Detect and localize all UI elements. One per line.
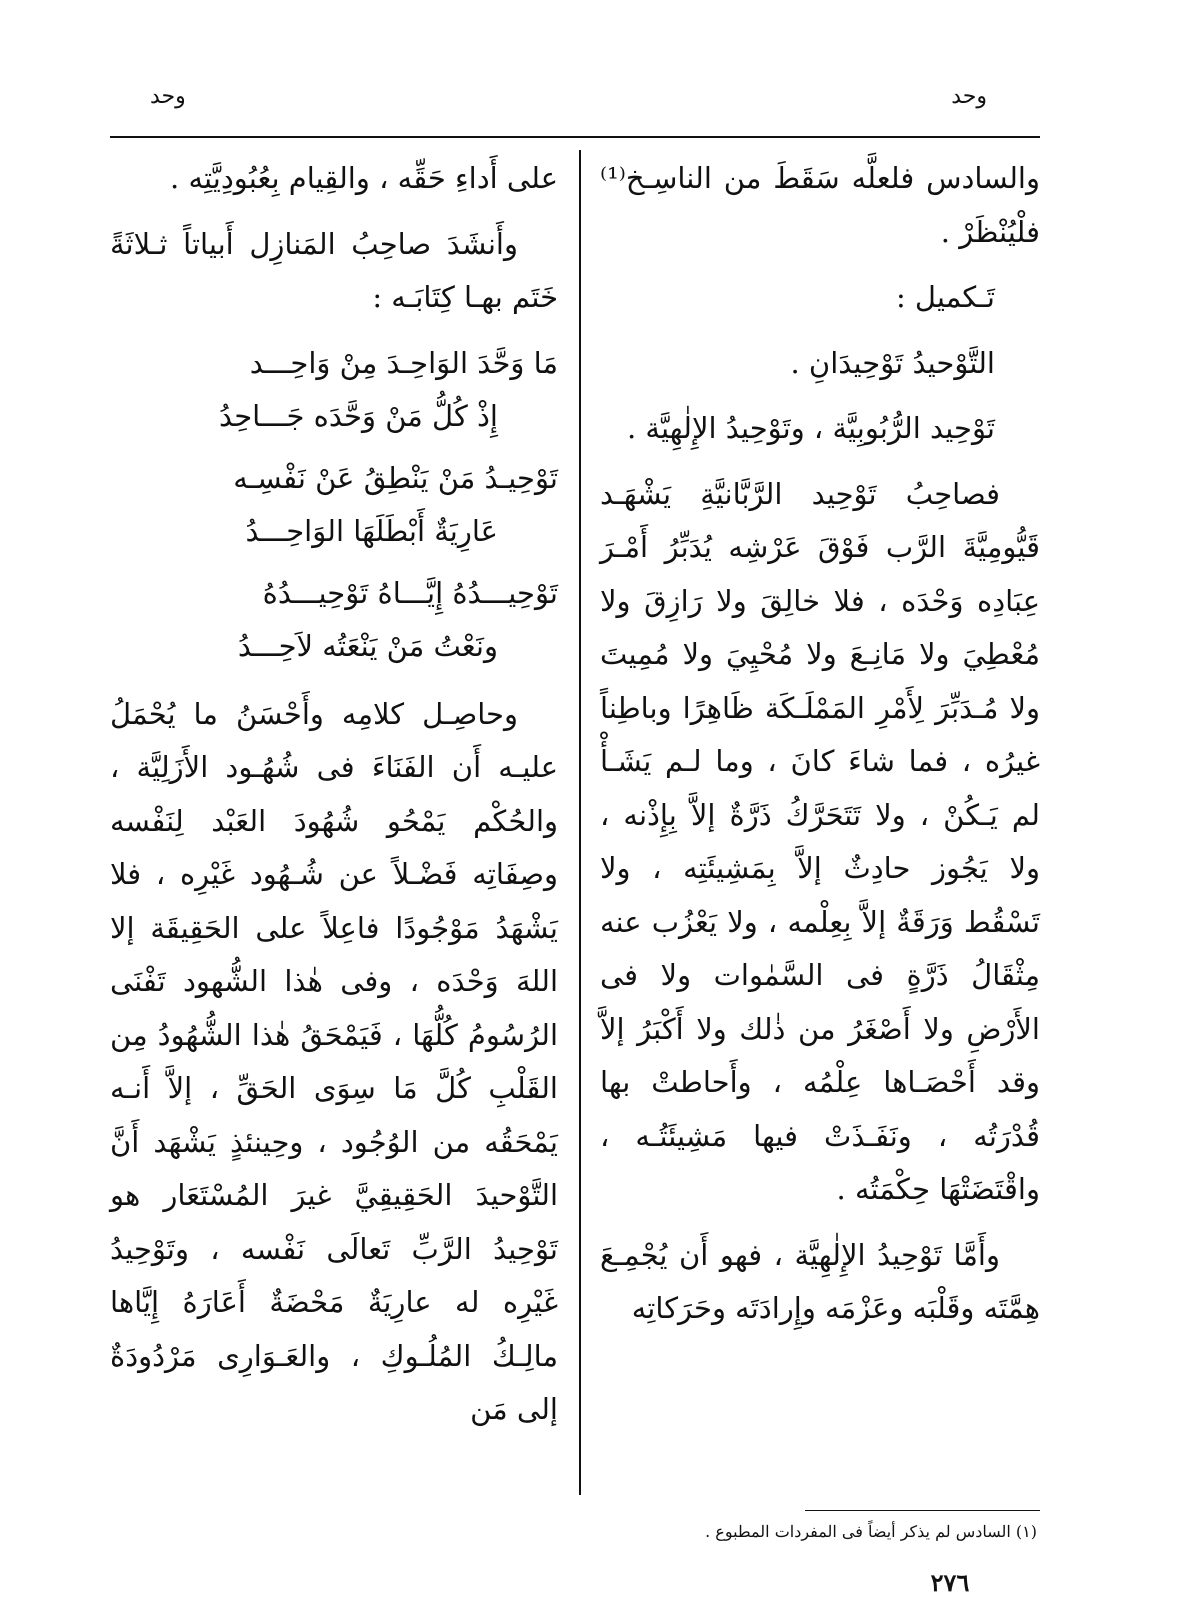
paragraph-poem-intro: وأَنشَدَ صاحِبُ المَنازِل أَبياتاً ثـلاثَةً خَتَم بهـا كِتَابَـه :: [110, 226, 558, 314]
hemistich-first: تَوْحِيـــدُهُ إِيَّـــاهُ تَوْحِيـــدُهُ: [262, 575, 558, 610]
hemistich-first: مَا وَحَّدَ الوَاحِـدَ مِنْ وَاحِـــد: [249, 345, 558, 380]
hemistich-second: عَارِيَةٌ أَبْطَلَهَا الوَاحِـــدُ: [245, 514, 498, 548]
paragraph-continuation: والسادس فلعلَّه سَقَطَ من الناسِـخ⁽¹⁾ فلْيُنْظَرْ .: [600, 161, 1040, 249]
right-column-body: [600, 152, 1040, 1336]
paragraph-ilahiyya: وأَمَّا تَوْحِيدُ الإِلٰهِيَّة ، فهو أَن يُجْمِـعَ هِمَّتَه وقَلْبَه وعَزْمَه وإِرادَتَه وحَرَكاتِه: [600, 1237, 1040, 1325]
poem-verse: [110, 452, 558, 559]
footnote: (١) السادس لم يذكر أيضاً فى المفردات المطبوع .: [705, 1522, 1037, 1541]
left-column-body: [110, 152, 558, 1437]
poem: [110, 337, 558, 674]
hemistich-second: إِذْ كُلُّ مَنْ وَحَّدَه جَـــاحِدُ: [219, 399, 498, 433]
running-head-right: وحد: [951, 84, 987, 109]
poem-verse: [110, 337, 558, 444]
column-divider: [579, 150, 581, 1495]
footnote-rule: [805, 1510, 1040, 1511]
definition-subline: تَوْحِيد الرُّبُوبِيَّة ، وتَوْحِيدُ الإِلٰهِيَّة .: [627, 411, 995, 445]
paragraph-continuation-left: على أَداءِ حَقِّه ، والقِيام بِعُبُودِيَّتِه .: [170, 161, 558, 195]
right-column: [600, 152, 1040, 1348]
page-number: ٢٧٦: [930, 1568, 970, 1597]
definition-line: التَّوْحيدُ تَوْحِيدَانِ .: [790, 345, 995, 380]
poem-verse: [110, 567, 558, 674]
paragraph-rububiyya: فصاحِبُ تَوْحِيد الرَّبَّانيَّةِ يَشْهَـد قَيُّومِيَّةَ الرَّب فَوْقَ عَرْشِه يُدَبِّرُ أَمْـرَ عِبَادِه وَحْدَه ، فلا خالِقَ ولا رَازِقَ ولا مُعْطِيَ ولا مَانِـعَ ولا مُحْيِيَ ولا مُمِيتَ ولا مُـدَبِّرَ لِأَمْرِ المَمْلَـكَة ظَاهِرًا وباطِناً غيرُه ، فما شاءَ كانَ ، وما لـم يَشَـأْ لم يَـكُنْ ، ولا تَتَحَرَّكُ ذَرَّةٌ إلاَّ بِإِذْنه ، ولا يَجُوز حادِثٌ إلاَّ بِمَشِيئَتِه ، ولا تَسْقُط وَرَقَةٌ إلاَّ بِعِلْمه ، ولا يَعْزُب عنه مِثْقَالُ ذَرَّةٍ فى السَّمٰوات ولا فى الأَرْضِ ولا أَصْغَرُ من ذٰلك ولا أَكْبَرُ إلاَّ وقد أَحْصَـاها عِلْمُه ، وأَحاطتْ بها قُدْرَتُه ، ونَفَـذَتْ فيها مَشِيئَتُـه ، واقْتَضَتْهَا حِكْمَتُه .: [600, 476, 1040, 1206]
running-head-left: وحد: [150, 84, 186, 109]
paragraph-commentary: وحاصِـل كلامِه وأَحْسَنُ ما يُحْمَلُ عليـه أَن الفَنَاءَ فى شُهُـود الأَزَلِيَّة ، والحُكْم يَمْحُو شُهُودَ العَبْد لِنَفْسه وصِفَاتِه فَضْـلاً عن شُـهُود غَيْرِه ، فلا يَشْهَدُ مَوْجُودًا فاعِلاً على الحَقِيقَة إلا اللهَ وَحْدَه ، وفى هٰذا الشُّهود تَفْنَى الرُسُومُ كُلُّهَا ، فَيَمْحَقُ هٰذا الشُّهُودُ مِن القَلْبِ كُلَّ مَا سِوَى الحَقِّ ، إلاَّ أَنـه يَمْحَقُه من الوُجُود ، وحِينئذٍ يَشْهَد أَنَّ التَّوْحيدَ الحَقِيقِيَّ غيرَ المُسْتَعَار هو تَوْحِيدُ الرَّبِّ تَعالَى نَفْسه ، وتَوْحِيدُ غَيْرِه له عارِيَةٌ مَحْضَةٌ أَعَارَهُ إِيَّاها مالِـكُ المُلُـوكِ ، والعَـوَارِى مَرْدُودَةٌ إلى مَن: [110, 696, 558, 1426]
hemistich-first: تَوْحِيـدُ مَنْ يَنْطِقُ عَنْ نَفْسِـه: [233, 460, 558, 495]
header-rule: [110, 136, 1040, 138]
hemistich-second: ونَعْتُ مَنْ يَنْعَتُه لاَحِـــدُ: [237, 629, 498, 663]
section-heading: تَـكميل :: [895, 280, 995, 314]
left-column: [110, 152, 558, 1449]
